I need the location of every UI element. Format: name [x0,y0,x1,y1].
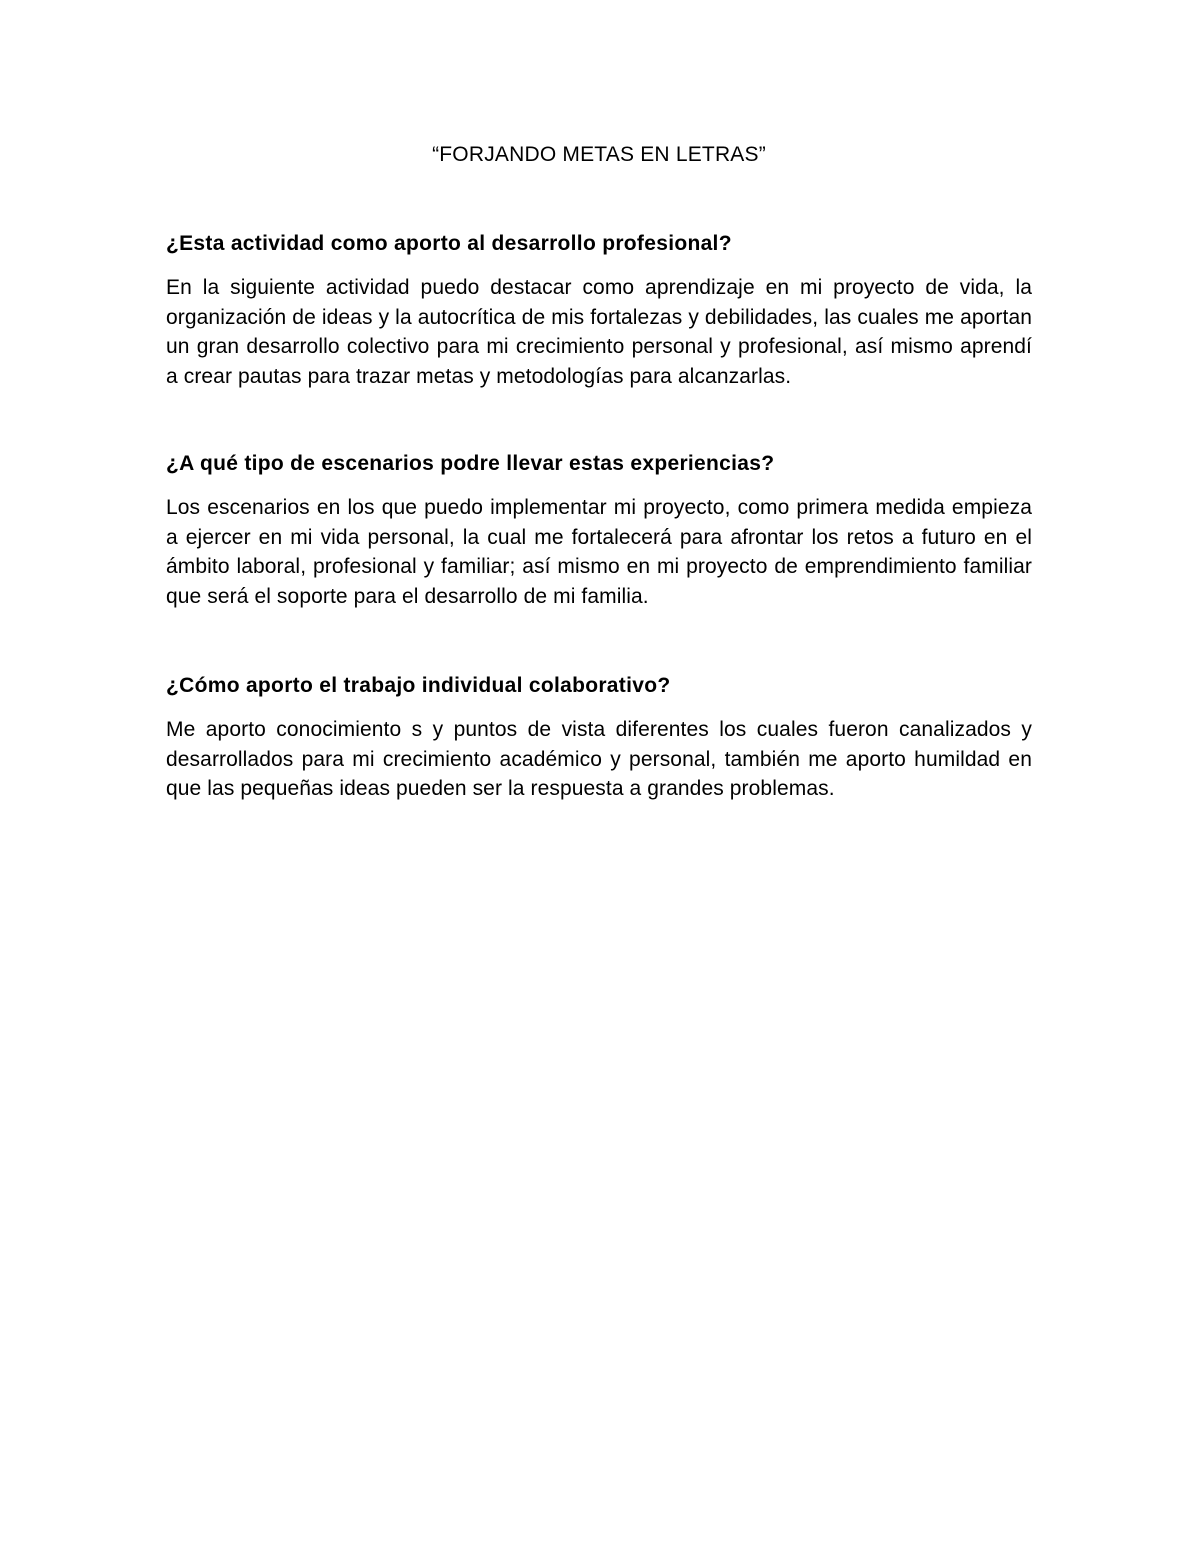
section-collaborative-work [166,671,1032,804]
section-scenarios [166,449,1032,611]
answer-collaborative-work: Me aporto conocimiento s y puntos de vista diferentes los cuales fueron canalizados y desarrollados para mi crecimiento académico y personal, también me aporto humildad en que las pequeñas ideas pueden ser la respuesta a grandes problemas. [166,718,1032,800]
document-content [166,140,1032,804]
answer-professional-development: En la siguiente actividad puedo destacar como aprendizaje en mi proyecto de vida, la organización de ideas y la autocrítica de mis fortalezas y debilidades, las cuales me aportan un gran desarrollo colectivo para mi crecimiento personal y profesional, así mismo aprendí a crear pautas para trazar metas y metodologías para alcanzarlas. [166,276,1032,388]
question-collaborative-work: ¿Cómo aporto el trabajo individual colaborativo? [166,674,671,697]
question-scenarios: ¿A qué tipo de escenarios podre llevar estas experiencias? [166,452,775,475]
question-professional-development: ¿Esta actividad como aporto al desarrollo profesional? [166,232,732,255]
section-professional-development [166,229,1032,391]
document-title: “FORJANDO METAS EN LETRAS” [432,143,766,166]
answer-scenarios: Los escenarios en los que puedo implementar mi proyecto, como primera medida empieza a ejercer en mi vida personal, la cual me fortalecerá para afrontar los retos a futuro en el ámbito laboral, profesional y familiar; así mismo en mi proyecto de emprendimiento familiar que será el soporte para el desarrollo de mi familia. [166,496,1032,608]
